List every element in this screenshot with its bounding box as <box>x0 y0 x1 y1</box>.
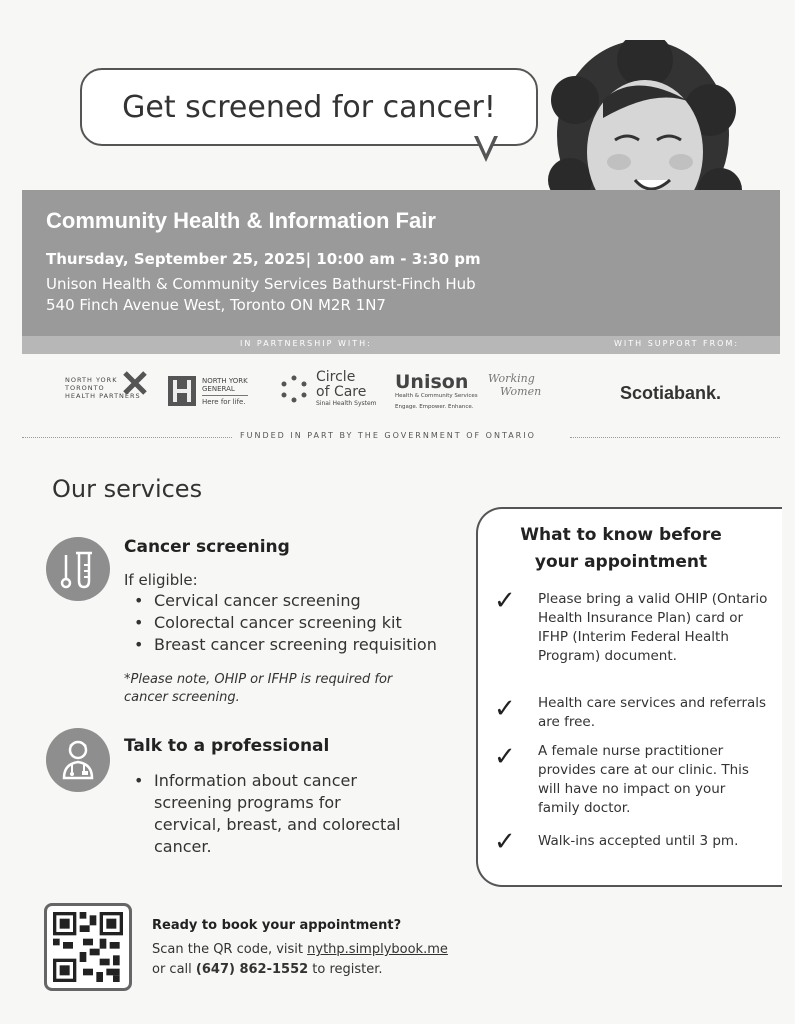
checkmark-icon: ✓ <box>494 586 516 616</box>
services-title: Our services <box>52 475 203 503</box>
talk-professional-heading: Talk to a professional <box>124 736 330 756</box>
booking-qr-code[interactable] <box>44 903 132 991</box>
checkmark-icon: ✓ <box>494 742 516 772</box>
cta-line-2: or call (647) 862-1552 to register. <box>152 962 383 977</box>
scotiabank-logo: Scotiabank. <box>620 383 722 403</box>
event-date: Thursday, September 25, 2025| 10:00 am - 3:30 pm <box>46 250 481 268</box>
list-item: • Breast cancer screening requisition <box>134 634 437 656</box>
know-item-free: Health care services and referrals are free. <box>538 695 767 730</box>
booking-link[interactable]: nythp.simplybook.me <box>307 942 448 957</box>
cta-heading: Ready to book your appointment? <box>152 918 402 933</box>
circle-of-care-logo: Circle of Care Sinai Health System <box>280 370 377 408</box>
headline: Get screened for cancer! <box>122 89 496 125</box>
partnership-label: IN PARTNERSHIP WITH: <box>240 339 372 348</box>
doctor-circle <box>46 728 110 792</box>
working-women-logo: Working Women <box>488 372 542 398</box>
test-tube-icon <box>46 537 110 601</box>
doctor-icon <box>46 728 110 792</box>
cta-line-1: Scan the QR code, visit nythp.simplybook.me <box>152 942 448 957</box>
test-tube-circle <box>46 537 110 601</box>
cancer-screening-intro: If eligible: <box>124 571 198 589</box>
ohip-note: *Please note, OHIP or IFHP is required for cancer screening. <box>124 672 393 705</box>
talk-professional-list: • Information about cancer screening programs for cervical, breast, and colorectal cancer. <box>134 770 404 858</box>
funding-note: FUNDED IN PART BY THE GOVERNMENT OF ONTARIO <box>240 431 536 440</box>
circle-of-care-mark-icon <box>280 375 308 403</box>
unison-logo: Unison Health & Community Services Engage. Empower. Enhance. <box>395 371 478 410</box>
list-item: • Cervical cancer screening <box>134 590 437 612</box>
qr-code-icon <box>53 912 123 982</box>
event-address: 540 Finch Avenue West, Toronto ON M2R 1N7 <box>46 296 386 314</box>
know-item-ohip: Please bring a valid OHIP (Ontario Health Insurance Plan) card or IFHP (Interim Federal Health Program) document. <box>538 591 768 664</box>
event-title: Community Health & Information Fair <box>46 208 436 233</box>
list-item: Information about cancer screening programs for cervical, breast, and colorectal cancer. <box>154 771 401 856</box>
checkmark-icon: ✓ <box>494 827 516 857</box>
know-item-nurse: A female nurse practitioner provides care at our clinic. This will have no impact on your family doctor. <box>538 743 749 816</box>
headline-bubble <box>80 68 538 146</box>
nythp-mark-icon <box>122 370 148 396</box>
nygh-mark-icon <box>168 376 196 406</box>
checkmark-icon: ✓ <box>494 694 516 724</box>
support-label: WITH SUPPORT FROM: <box>614 339 740 348</box>
list-item: • Colorectal cancer screening kit <box>134 612 437 634</box>
cancer-screening-heading: Cancer screening <box>124 537 290 557</box>
know-item-walkins: Walk-ins accepted until 3 pm. <box>538 833 739 849</box>
what-to-know-title: What to know before your appointment <box>520 525 722 572</box>
event-venue: Unison Health & Community Services Bathurst-Finch Hub <box>46 275 476 293</box>
phone-number[interactable]: (647) 862-1552 <box>195 962 309 977</box>
cancer-screening-list <box>134 590 437 656</box>
nythp-logo: NORTH YORK TORONTO HEALTH PARTNERS <box>65 376 141 400</box>
nygh-logo: NORTH YORK GENERAL Here for life. <box>168 376 248 406</box>
